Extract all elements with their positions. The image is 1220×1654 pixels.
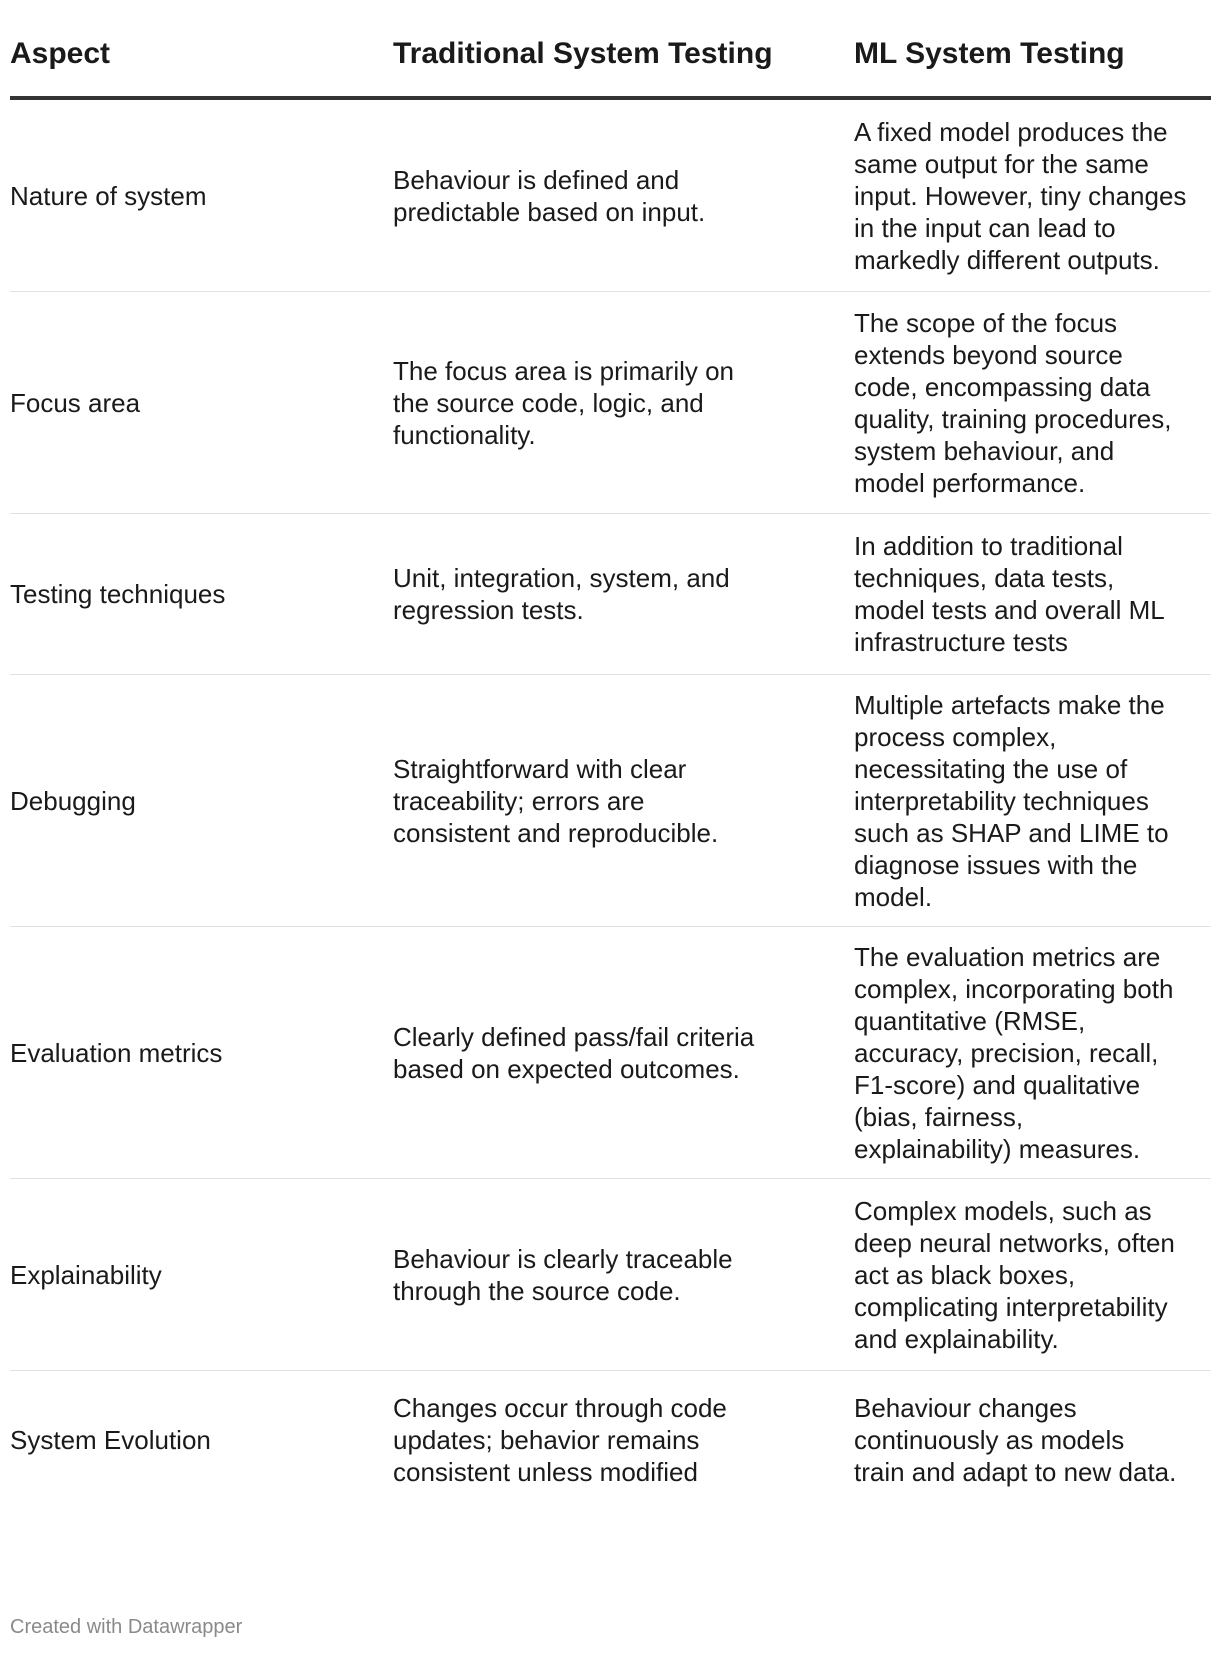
cell-ml: Behaviour changes continuously as models train and adapt to new data. bbox=[854, 1393, 1177, 1487]
cell-aspect: Evaluation metrics bbox=[10, 1037, 223, 1068]
table-row bbox=[10, 292, 1211, 514]
header-traditional: Traditional System Testing bbox=[393, 37, 773, 70]
cell-traditional: Behaviour is clearly traceable through the source code. bbox=[393, 1243, 733, 1306]
cell-aspect: System Evolution bbox=[10, 1425, 211, 1455]
table-row bbox=[10, 100, 1211, 292]
comparison-table bbox=[10, 0, 1211, 1509]
cell-ml: Complex models, such as deep neural networks, often act as black boxes, complicating interpretability and explainability. bbox=[854, 1195, 1175, 1354]
cell-ml: The scope of the focus extends beyond source code, encompassing data quality, training procedures, system behaviour, and model performance. bbox=[854, 307, 1172, 498]
cell-traditional: Changes occur through code updates; behavior remains consistent unless modified bbox=[393, 1393, 727, 1487]
cell-ml: In addition to traditional techniques, data tests, model tests and overall ML infrastructure tests bbox=[854, 531, 1165, 657]
cell-aspect: Focus area bbox=[10, 387, 141, 418]
footer-credit: Created with Datawrapper bbox=[10, 1616, 243, 1638]
cell-aspect: Explainability bbox=[10, 1259, 162, 1290]
table-header bbox=[10, 0, 1211, 100]
cell-aspect: Testing techniques bbox=[10, 579, 226, 609]
cell-traditional: Straightforward with clear traceability; errors are consistent and reproducible. bbox=[393, 753, 719, 848]
cell-traditional: Clearly defined pass/fail criteria based on expected outcomes. bbox=[393, 1021, 755, 1084]
cell-aspect: Nature of system bbox=[10, 180, 207, 211]
cell-ml: Multiple artefacts make the process complex, necessitating the use of interpretability techniques such as SHAP and LIME to diagnose issues with the model. bbox=[854, 689, 1169, 912]
cell-aspect: Debugging bbox=[10, 785, 136, 816]
table-row bbox=[10, 514, 1211, 675]
table-row bbox=[10, 675, 1211, 927]
cell-traditional: Behaviour is defined and predictable based on input. bbox=[393, 164, 706, 227]
table-row bbox=[10, 1179, 1211, 1371]
cell-ml: A fixed model produces the same output for the same input. However, tiny changes in the input can lead to markedly different outputs. bbox=[854, 116, 1187, 275]
cell-ml: The evaluation metrics are complex, incorporating both quantitative (RMSE, accuracy, precision, recall, F1-score) and qualitative (bias, fairness, explainability) measures. bbox=[854, 941, 1174, 1164]
table-row bbox=[10, 927, 1211, 1179]
table-row bbox=[10, 1371, 1211, 1509]
header-ml: ML System Testing bbox=[854, 37, 1125, 70]
cell-traditional: Unit, integration, system, and regression tests. bbox=[393, 563, 730, 625]
cell-traditional: The focus area is primarily on the source code, logic, and functionality. bbox=[393, 355, 735, 450]
header-aspect: Aspect bbox=[10, 37, 111, 70]
